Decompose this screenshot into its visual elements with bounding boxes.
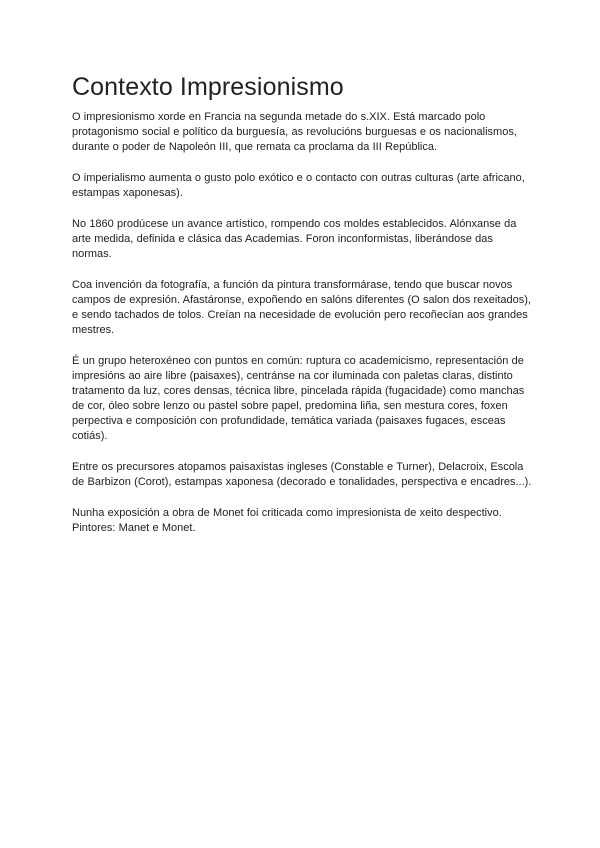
paragraph-characteristics: É un grupo heteroxéneo con puntos en común: ruptura co academicismo, representación de impresións ao aire libre (paisaxes), centránse na cor iluminada con paletas claras, distinto tratamento da luz, cores densas, técnica libre, pincelada rápida (fugacidade) como manchas de cor, óleo sobre lenzo ou pastel sobre papel, predomina liña, sen mestura cores, foxen perpectiva e composición con profundidade, temática variada (paisaxes fugaces, esceas cotiás). bbox=[72, 355, 525, 442]
paragraph-precursors: Entre os precursores atopamos paisaxistas ingleses (Constable e Turner), Delacroix, Escola de Barbizon (Corot), estampas xaponesa (decorado e tonalidades, perspectiva e encadres...). bbox=[72, 461, 532, 488]
paragraph-1860: No 1860 prodúcese un avance artístico, rompendo cos moldes establecidos. Alónxanse da arte medida, definida e clásica das Academias. Foron inconformistas, liberándose das normas. bbox=[72, 218, 517, 260]
document-page bbox=[72, 72, 532, 552]
paragraph-imperialism: O imperialismo aumenta o gusto polo exótico e o contacto con outras culturas (arte africano, estampas xaponesas). bbox=[72, 172, 525, 199]
paragraph-origins: O impresionismo xorde en Francia na segunda metade do s.XIX. Está marcado polo protagonismo social e político da burguesía, as revolucións burguesas e os nacionalismos, durante o poder de Napoleón III, que remata ca proclama da III República. bbox=[72, 111, 517, 153]
paragraph-exhibition: Nunha exposición a obra de Monet foi criticada como impresionista de xeito despectivo. Pintores: Manet e Monet. bbox=[72, 507, 502, 534]
document-title: Contexto Impresionismo bbox=[72, 73, 344, 101]
paragraph-photography: Coa invención da fotografía, a función da pintura transformárase, tendo que buscar novos campos de expresión. Afastáronse, expoñendo en salóns diferentes (O salon dos rexeitados), e sendo tachados de tolos. Creían na necesidade de evolución pero recoñecían aos grandes mestres. bbox=[72, 279, 531, 336]
